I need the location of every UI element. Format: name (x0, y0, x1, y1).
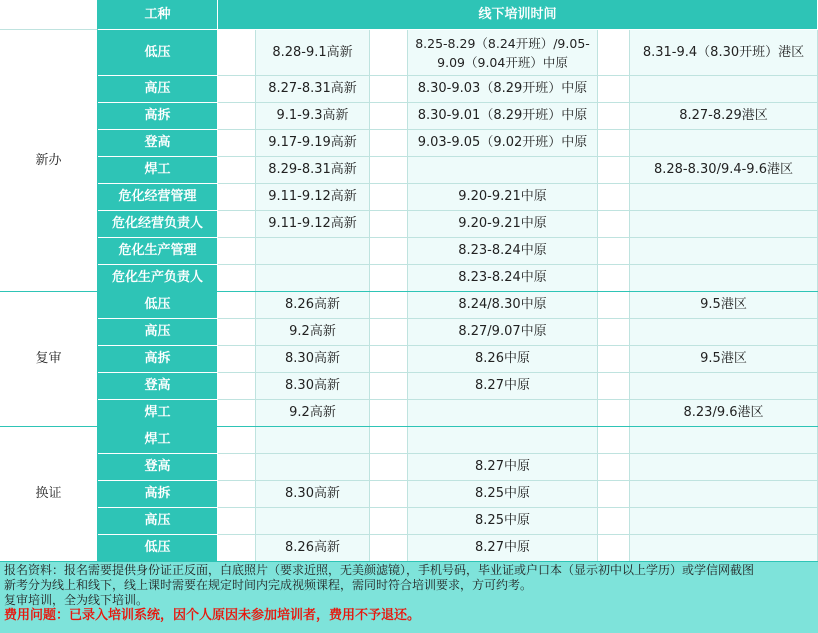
spacer-cell (598, 130, 630, 157)
spacer-cell (218, 346, 256, 373)
spacer-cell (370, 157, 408, 184)
spacer-cell (218, 535, 256, 562)
note-fee-warning: 费用问题：已录入培训系统，因个人原因未参加培训者，费用不予退还。 (4, 608, 421, 623)
schedule-cell-c2: 8.26中原 (408, 346, 598, 373)
schedule-cell-c2: 8.23-8.24中原 (408, 265, 598, 292)
note-line-2: 新考分为线上和线下，线上课时需要在规定时间内完成视频课程，需同时符合培训要求，方可约考。 (4, 578, 533, 592)
schedule-cell-c1: 8.30高新 (256, 346, 370, 373)
spacer-cell (598, 211, 630, 238)
spacer-cell (370, 319, 408, 346)
header-time: 线下培训时间 (218, 0, 818, 30)
spacer-cell (598, 184, 630, 211)
row-type-label: 低压 (98, 30, 218, 76)
spacer-cell (598, 508, 630, 535)
schedule-cell-c2: 9.03-9.05（9.02开班）中原 (408, 130, 598, 157)
schedule-cell-c1 (256, 265, 370, 292)
row-type-label: 低压 (98, 292, 218, 319)
row-type-label: 高拆 (98, 103, 218, 130)
schedule-cell-c2: 8.25-8.29（8.24开班）/9.05-9.09（9.04开班）中原 (408, 30, 598, 76)
spacer-cell (218, 508, 256, 535)
schedule-cell-c1: 8.30高新 (256, 373, 370, 400)
schedule-cell-c1: 9.11-9.12高新 (256, 184, 370, 211)
schedule-cell-c1: 9.11-9.12高新 (256, 211, 370, 238)
spacer-cell (598, 157, 630, 184)
schedule-cell-c3 (630, 130, 818, 157)
schedule-cell-c1: 9.2高新 (256, 319, 370, 346)
spacer-cell (218, 427, 256, 454)
header-type: 工种 (98, 0, 218, 30)
spacer-cell (370, 30, 408, 76)
spacer-cell (370, 211, 408, 238)
row-type-label: 高压 (98, 508, 218, 535)
schedule-cell-c2: 8.25中原 (408, 481, 598, 508)
spacer-cell (598, 373, 630, 400)
schedule-cell-c3 (630, 508, 818, 535)
schedule-cell-c2: 8.25中原 (408, 508, 598, 535)
schedule-cell-c2: 9.20-9.21中原 (408, 211, 598, 238)
row-type-label: 危化经营负责人 (98, 211, 218, 238)
schedule-cell-c1: 8.28-9.1高新 (256, 30, 370, 76)
schedule-cell-c1: 9.1-9.3高新 (256, 103, 370, 130)
schedule-cell-c3 (630, 454, 818, 481)
schedule-cell-c3 (630, 76, 818, 103)
schedule-cell-c3 (630, 211, 818, 238)
schedule-cell-c1: 8.26高新 (256, 292, 370, 319)
spacer-cell (598, 292, 630, 319)
spacer-cell (370, 238, 408, 265)
row-type-label: 危化生产管理 (98, 238, 218, 265)
row-type-label: 危化经营管理 (98, 184, 218, 211)
schedule-cell-c1: 8.29-8.31高新 (256, 157, 370, 184)
spacer-cell (218, 103, 256, 130)
spacer-cell (598, 319, 630, 346)
row-type-label: 登高 (98, 454, 218, 481)
spacer-cell (218, 319, 256, 346)
schedule-cell-c1: 8.30高新 (256, 481, 370, 508)
notes-panel (0, 562, 818, 633)
spacer-cell (218, 130, 256, 157)
spacer-cell (370, 76, 408, 103)
row-type-label: 焊工 (98, 427, 218, 454)
spacer-cell (370, 103, 408, 130)
spacer-cell (370, 265, 408, 292)
section-label: 换证 (0, 427, 98, 562)
row-type-label: 高压 (98, 76, 218, 103)
schedule-cell-c2: 8.27中原 (408, 535, 598, 562)
spacer-cell (218, 265, 256, 292)
spacer-cell (598, 265, 630, 292)
schedule-cell-c3 (630, 481, 818, 508)
spacer-cell (598, 427, 630, 454)
spacer-cell (218, 184, 256, 211)
spacer-cell (598, 346, 630, 373)
schedule-cell-c3: 8.28-8.30/9.4-9.6港区 (630, 157, 818, 184)
schedule-cell-c3: 8.31-9.4（8.30开班）港区 (630, 30, 818, 76)
spacer-cell (598, 535, 630, 562)
schedule-cell-c2: 8.27中原 (408, 454, 598, 481)
spacer-cell (598, 30, 630, 76)
schedule-cell-c2: 8.30-9.01（8.29开班）中原 (408, 103, 598, 130)
spacer-cell (218, 238, 256, 265)
spacer-cell (370, 481, 408, 508)
section-label: 新办 (0, 30, 98, 292)
spacer-cell (598, 481, 630, 508)
schedule-cell-c3 (630, 427, 818, 454)
schedule-cell-c2 (408, 427, 598, 454)
row-type-label: 登高 (98, 373, 218, 400)
schedule-cell-c1 (256, 508, 370, 535)
row-type-label: 高拆 (98, 346, 218, 373)
spacer-cell (370, 454, 408, 481)
schedule-cell-c1: 9.2高新 (256, 400, 370, 427)
spacer-cell (370, 508, 408, 535)
schedule-cell-c1: 9.17-9.19高新 (256, 130, 370, 157)
schedule-cell-c2 (408, 400, 598, 427)
spacer-cell (370, 130, 408, 157)
schedule-cell-c1: 8.26高新 (256, 535, 370, 562)
row-type-label: 高拆 (98, 481, 218, 508)
schedule-cell-c2: 8.23-8.24中原 (408, 238, 598, 265)
spacer-cell (218, 373, 256, 400)
schedule-cell-c2: 9.20-9.21中原 (408, 184, 598, 211)
row-type-label: 危化生产负责人 (98, 265, 218, 292)
schedule-cell-c3 (630, 373, 818, 400)
spacer-cell (218, 30, 256, 76)
schedule-cell-c2: 8.24/8.30中原 (408, 292, 598, 319)
schedule-cell-c3: 9.5港区 (630, 346, 818, 373)
row-type-label: 焊工 (98, 157, 218, 184)
schedule-cell-c1 (256, 427, 370, 454)
schedule-cell-c3: 8.27-8.29港区 (630, 103, 818, 130)
schedule-cell-c3 (630, 238, 818, 265)
spacer-cell (598, 103, 630, 130)
spacer-cell (598, 400, 630, 427)
spacer-cell (218, 481, 256, 508)
row-type-label: 登高 (98, 130, 218, 157)
row-type-label: 焊工 (98, 400, 218, 427)
schedule-cell-c2: 8.27中原 (408, 373, 598, 400)
spacer-cell (218, 292, 256, 319)
schedule-cell-c3: 8.23/9.6港区 (630, 400, 818, 427)
spacer-cell (370, 535, 408, 562)
spacer-cell (370, 184, 408, 211)
schedule-cell-c3 (630, 535, 818, 562)
schedule-cell-c1: 8.27-8.31高新 (256, 76, 370, 103)
schedule-cell-c3: 9.5港区 (630, 292, 818, 319)
spacer-cell (370, 346, 408, 373)
spacer-cell (598, 238, 630, 265)
spacer-cell (218, 211, 256, 238)
schedule-cell-c1 (256, 238, 370, 265)
section-label: 复审 (0, 292, 98, 427)
schedule-cell-c1 (256, 454, 370, 481)
row-type-label: 低压 (98, 535, 218, 562)
spacer-cell (598, 454, 630, 481)
spacer-cell (218, 454, 256, 481)
schedule-cell-c2 (408, 157, 598, 184)
schedule-cell-c2: 8.27/9.07中原 (408, 319, 598, 346)
header-blank (0, 0, 98, 30)
spacer-cell (370, 400, 408, 427)
spacer-cell (218, 76, 256, 103)
schedule-cell-c3 (630, 319, 818, 346)
spacer-cell (218, 400, 256, 427)
spacer-cell (598, 76, 630, 103)
spacer-cell (370, 427, 408, 454)
schedule-cell-c3 (630, 265, 818, 292)
note-line-1: 报名资料：报名需要提供身份证正反面，白底照片（要求近照，无美颜滤镜），手机号码，毕业证或户口本（显示初中以上学历）或学信网截图 (4, 563, 755, 577)
schedule-cell-c3 (630, 184, 818, 211)
row-type-label: 高压 (98, 319, 218, 346)
note-line-3: 复审培训，全为线下培训。 (4, 593, 149, 607)
spacer-cell (370, 292, 408, 319)
schedule-cell-c2: 8.30-9.03（8.29开班）中原 (408, 76, 598, 103)
spacer-cell (218, 157, 256, 184)
spacer-cell (370, 373, 408, 400)
